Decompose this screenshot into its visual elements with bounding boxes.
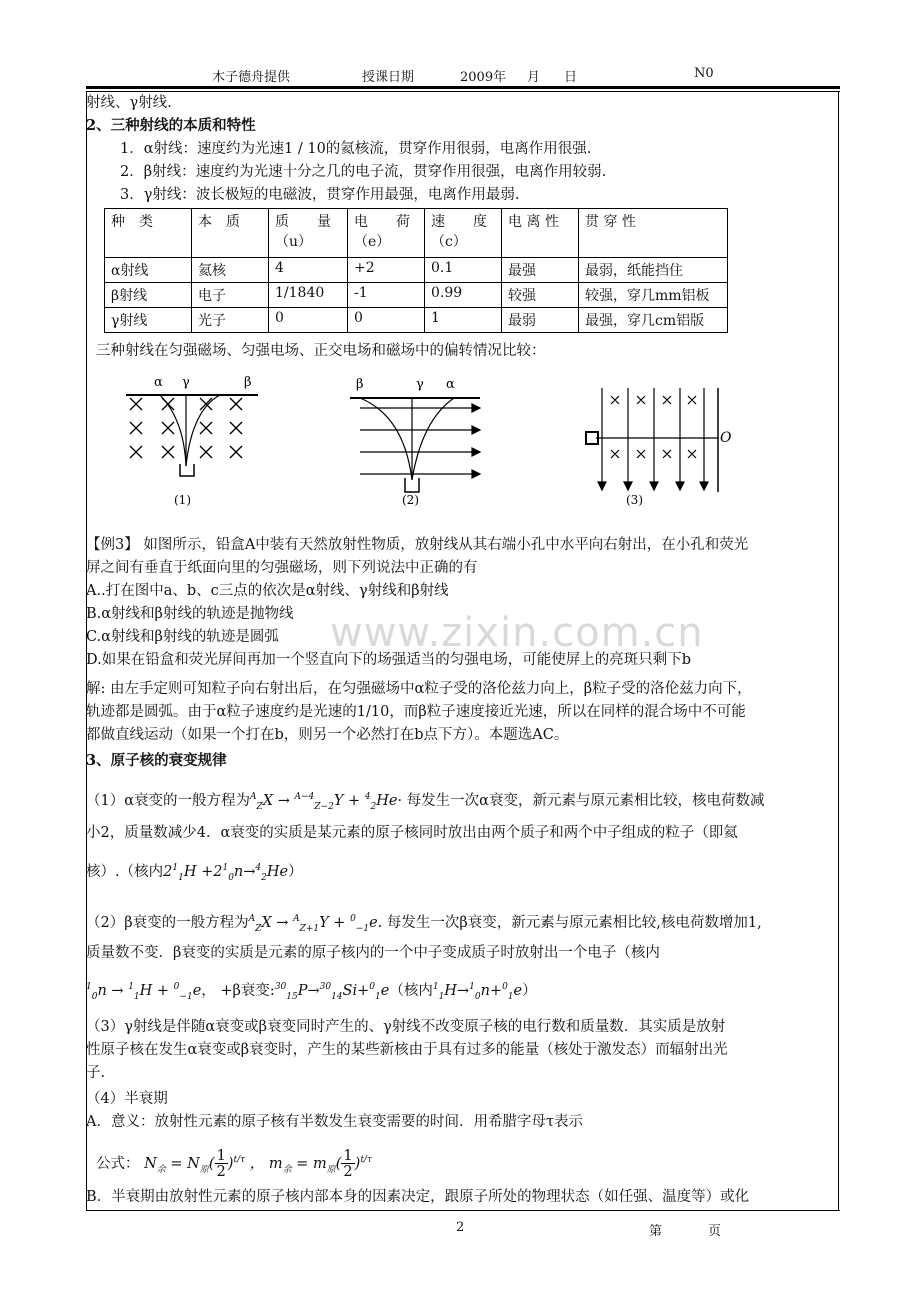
table-cell: γ射线 bbox=[105, 308, 192, 333]
caption-1: (1) bbox=[174, 493, 191, 507]
text-line: B．半衰期由放射性元素的原子核内部本身的因素决定，跟原子所处的物理状态（如任强、温度等）或化 bbox=[86, 1189, 750, 1205]
solution-line: 解: 由左手定则可知粒子向右射出后，在匀强磁场中α粒子受的洛伦兹力向上，β粒子受的洛伦兹力向下， bbox=[86, 681, 752, 697]
table-header-cell: 本 质 bbox=[192, 209, 269, 258]
half-life-formula: 公式： $N_余 = N_原$( 1 2 )$^{t/\tau}$ ， $m_余 = m_原$( 1 2 )$^{t/\tau}$ bbox=[96, 1147, 372, 1180]
right-border bbox=[838, 92, 839, 1210]
alpha-core-equation: $2^1_1H +2^1_0n\to^4_2He$ bbox=[163, 863, 289, 883]
table-header-row bbox=[105, 209, 728, 258]
beta-decay-line: （2）β衰变的一般方程为$^A_Z$X → $^A_{Z+1}$Y + $^0_{-1}$e. 每发生一次β衰变，新元素与原元素相比较,核电荷数增加1, bbox=[86, 914, 762, 934]
table-cell: 1/1840 bbox=[269, 283, 348, 308]
text-line: 小2，质量数减少4．α衰变的实质是某元素的原子核同时放出由两个质子和两个中子组成的粒子（即氦 bbox=[86, 825, 738, 841]
table-header-cell: 电 离 性 bbox=[502, 209, 579, 258]
header-month: 月 bbox=[527, 70, 541, 85]
table-cell: 最弱，纸能挡住 bbox=[579, 258, 728, 283]
section-title: 2、三种射线的本质和特性 bbox=[86, 117, 256, 134]
footer-rule bbox=[86, 1210, 840, 1211]
header-date-label: 授课日期 bbox=[362, 70, 415, 85]
header-no: N0 bbox=[694, 66, 714, 81]
text-line: 射线、γ射线. bbox=[86, 95, 172, 111]
example-line: 【例3】 如图所示，铅盒A中装有天然放射性物质，放射线从其右端小孔中水平向右射出，在小孔和荧光 bbox=[86, 537, 749, 553]
table-cell: 最弱 bbox=[502, 308, 579, 333]
table-cell: 1 bbox=[425, 308, 502, 333]
table-header-cell: 种 类 bbox=[105, 209, 192, 258]
watermark: www.zixin.com.cn bbox=[330, 610, 704, 656]
text-line: 3．γ射线：波长极短的电磁波，贯穿作用最强，电离作用最弱. bbox=[120, 187, 520, 203]
text-line: 性原子核在发生α衰变或β衰变时，产生的某些新核由于具有过多的能量（核处于激发态）而辐射出光 bbox=[86, 1042, 728, 1058]
caption-3: (3) bbox=[626, 493, 643, 507]
solution-line: 都做直线运动（如果一个打在b，则另一个必然打在b点下方）。本题选AC。 bbox=[86, 727, 569, 743]
text-line: $^1_0$n → $^1_1$H + $^0_{-1}$e， +β衰变:$^{30}_{15}$P→$^{30}_{14}$Si+$^0_1$e（核内$^1_1$H→$^1_0$n+$^0_1$e） bbox=[86, 982, 537, 1002]
table-header-cell: 速 度 （c） bbox=[425, 209, 502, 258]
footer-ye: 页 bbox=[708, 1224, 722, 1239]
table-cell: 0 bbox=[348, 308, 425, 333]
text-line: 2．β射线：速度约为光速十分之几的电子流，贯穿作用很强，电离作用较弱. bbox=[120, 164, 607, 180]
text-line: （3）γ射线是伴随α衰变或β衰变同时产生的、γ射线不改变原子核的电行数和质量数．其实质是放射 bbox=[86, 1019, 726, 1035]
label-gamma: γ bbox=[416, 377, 424, 392]
table-cell: 0.1 bbox=[425, 258, 502, 283]
label-beta: β bbox=[244, 375, 252, 390]
ray-properties-table bbox=[104, 208, 728, 333]
table-row bbox=[105, 308, 728, 333]
figure-crossed-fields bbox=[582, 384, 742, 510]
formula-m: $m_余 = m_原$( 1 2 )$^{t/\tau}$ bbox=[268, 1147, 372, 1180]
table-header-cell: 质 量 （u） bbox=[269, 209, 348, 258]
table-cell: 最强，穿几cm铝版 bbox=[579, 308, 728, 333]
table-cell: α射线 bbox=[105, 258, 192, 283]
footer-page-number: 2 bbox=[456, 1220, 465, 1235]
figure-magnetic-deflection bbox=[120, 370, 260, 510]
table-cell: 最强 bbox=[502, 258, 579, 283]
table-cell: 氦核 bbox=[192, 258, 269, 283]
formula-n: $N_余 = N_原$( 1 2 )$^{t/\tau}$ ， bbox=[144, 1147, 265, 1180]
beta-core-equation: $^1_0$n → $^1_1$H + $^0_{-1}$e bbox=[86, 982, 202, 1002]
alpha-decay-line: （1）α衰变的一般方程为$^A_Z$X → $^{A-4}_{Z-2}$Y + $^4_2$He· 每发生一次α衰变，新元素与原元素相比较，核电荷数减 bbox=[86, 792, 765, 812]
header-day: 日 bbox=[564, 70, 578, 85]
beta-decay-equation: $^A_Z$X → $^A_{Z+1}$Y + $^0_{-1}$e bbox=[248, 914, 378, 934]
table-cell: 光子 bbox=[192, 308, 269, 333]
text-line: 三种射线在匀强磁场、匀强电场、正交电场和磁场中的偏转情况比较： bbox=[96, 343, 546, 359]
positron-core-equation: $^1_1$H→$^1_0$n+$^0_1$e bbox=[432, 982, 523, 1002]
table-cell: 电子 bbox=[192, 283, 269, 308]
option-c: C.α射线和β射线的轨迹是圆弧 bbox=[86, 629, 279, 645]
option-b: B.α射线和β射线的轨迹是抛物线 bbox=[86, 606, 294, 622]
text-line: 子. bbox=[86, 1065, 106, 1081]
table-header-cell: 贯 穿 性 bbox=[579, 209, 728, 258]
table-cell: β射线 bbox=[105, 283, 192, 308]
solution-line: 轨迹都是圆弧。由于α粒子速度约是光速的1/10，而β粒子速度接近光速，所以在同样的混合场中不可能 bbox=[86, 704, 746, 720]
header-rule bbox=[86, 86, 840, 89]
option-a: A..打在图中a、b、c三点的依次是α射线、γ射线和β射线 bbox=[86, 583, 449, 599]
figure-electric-deflection bbox=[344, 370, 494, 510]
table-cell: +2 bbox=[348, 258, 425, 283]
caption-2: (2) bbox=[402, 493, 419, 507]
text-line: 核）.（核内$2^1_1H +2^1_0n\to^4_2He$） bbox=[86, 863, 303, 883]
table-row bbox=[105, 258, 728, 283]
alpha-decay-equation: $^A_Z$X → $^{A-4}_{Z-2}$Y + $^4_2$He bbox=[250, 792, 398, 812]
table-header-cell: 电 荷 （e） bbox=[348, 209, 425, 258]
text-line: （4）半衰期 bbox=[86, 1091, 168, 1107]
table-cell: -1 bbox=[348, 283, 425, 308]
text-line: 质量数不变．β衰变的实质是元素的原子核内的一个中子变成质子时放射出一个电子（核内 bbox=[86, 945, 660, 961]
header-provider: 木子德舟提供 bbox=[212, 70, 291, 85]
table-cell: 0.99 bbox=[425, 283, 502, 308]
section-title: 3、原子核的衰变规律 bbox=[86, 752, 227, 769]
header-year: 2009年 bbox=[460, 70, 507, 85]
positron-decay-equation: $^{30}_{15}$P→$^{30}_{14}$Si+$^0_1$e bbox=[274, 982, 390, 1002]
label-alpha: α bbox=[446, 377, 455, 392]
text-line: A．意义：放射性元素的原子核有半数发生衰变需要的时间．用希腊字母τ表示 bbox=[86, 1114, 583, 1130]
label-gamma: γ bbox=[182, 375, 190, 390]
table-cell: 较强 bbox=[502, 283, 579, 308]
example-line: 屏之间有垂直于纸面向里的匀强磁场，则下列说法中正确的有 bbox=[86, 560, 478, 576]
table-cell: 0 bbox=[269, 308, 348, 333]
table-cell: 较强，穿几mm铝板 bbox=[579, 283, 728, 308]
table-cell: 4 bbox=[269, 258, 348, 283]
option-d: D.如果在铅盒和荧光屏间再加一个竖直向下的场强适当的匀强电场，可能使屏上的亮斑只剩下b bbox=[86, 652, 691, 668]
footer-di: 第 bbox=[649, 1224, 663, 1239]
label-o: O bbox=[720, 430, 732, 446]
label-beta: β bbox=[356, 377, 364, 392]
label-alpha: α bbox=[154, 375, 163, 390]
text-line: 1．α射线：速度约为光速1 / 10的氦核流，贯穿作用很弱，电离作用很强. bbox=[120, 141, 592, 157]
table-row bbox=[105, 283, 728, 308]
